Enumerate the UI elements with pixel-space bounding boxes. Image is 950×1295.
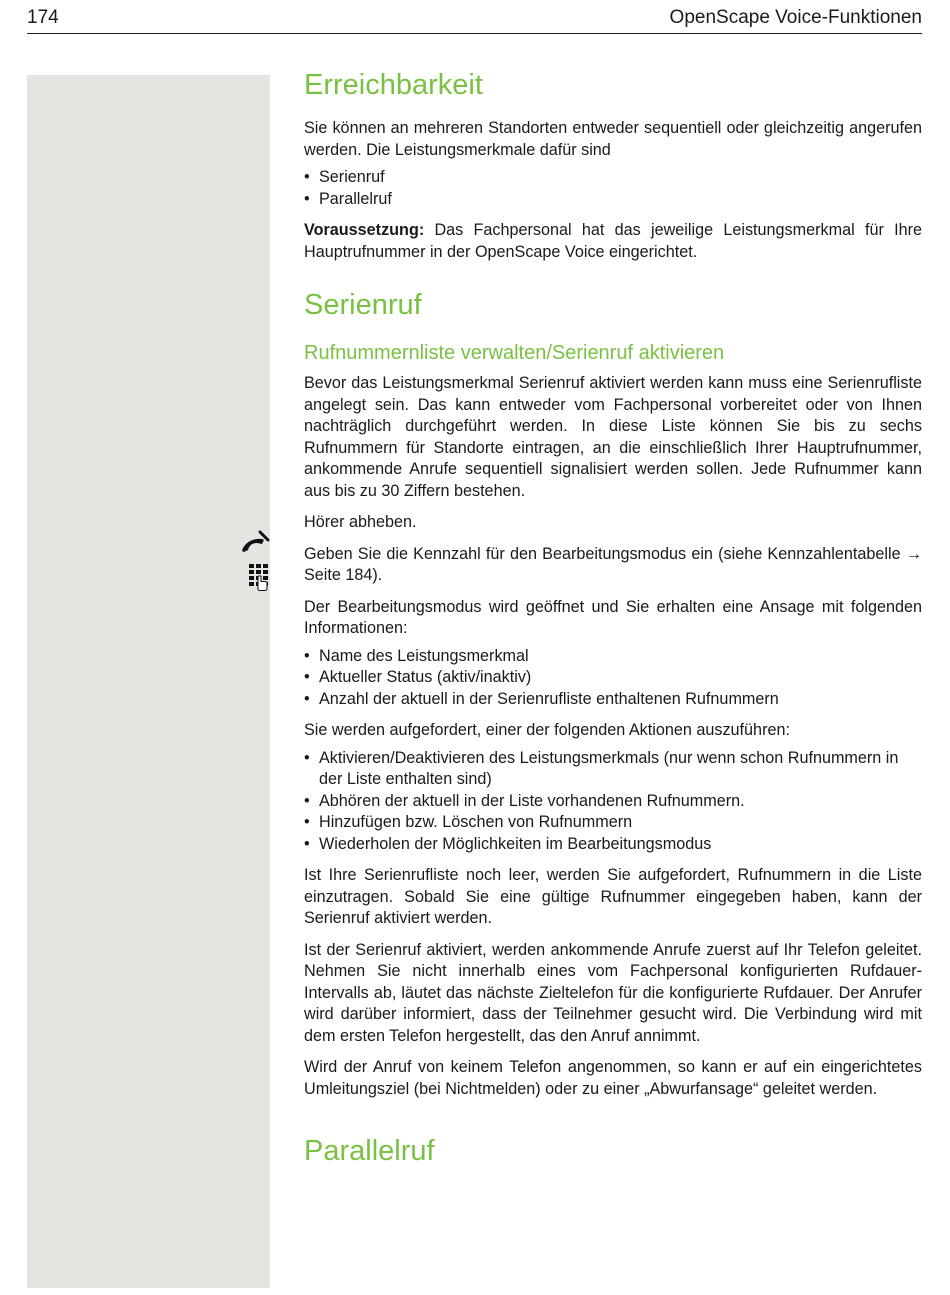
feature-list	[304, 167, 922, 210]
page-header	[27, 6, 922, 34]
section-title-serienruf: Serienruf	[304, 289, 422, 321]
step-lift-handset: Hörer abheben.	[304, 513, 417, 531]
paragraph: Wird der Anruf von keinem Telefon angenommen, so kann er auf ein eingerichtetes Umleitungsziel (bei Nichtmelden) oder zu einer „Abwurfansage“ geleitet werden.	[304, 1058, 922, 1098]
list-item: • Abhören der aktuell in der Liste vorhandenen Rufnummern.	[304, 791, 745, 810]
action-list	[304, 748, 922, 856]
subsection-title: Rufnummernliste verwalten/Serienruf aktivieren	[304, 342, 725, 364]
main-content	[304, 66, 922, 1170]
list-item: • Aktivieren/Deaktivieren des Leistungsmerkmals (nur wenn schon Rufnummern in der Liste enthalten sind)	[304, 748, 899, 788]
running-title: OpenScape Voice-Funktionen	[669, 7, 922, 28]
intro-paragraph: Sie können an mehreren Standorten entweder sequentiell oder gleichzeitig angerufen werden. Die Leistungsmerkmale dafür sind	[304, 119, 922, 159]
section-title-erreichbarkeit: Erreichbarkeit	[304, 69, 483, 101]
list-item: • Parallelruf	[304, 189, 392, 208]
paragraph: Der Bearbeitungsmodus wird geöffnet und Sie erhalten eine Ansage mit folgenden Informationen:	[304, 597, 922, 637]
list-item: • Serienruf	[304, 168, 385, 186]
section-title-parallelruf: Parallelruf	[304, 1135, 435, 1167]
list-item: • Hinzufügen bzw. Löschen von Rufnummern	[304, 813, 633, 831]
list-item: • Wiederholen der Möglichkeiten im Bearbeitungsmodus	[304, 834, 712, 853]
prerequisite-paragraph: Voraussetzung: Das Fachpersonal hat das jeweilige Leistungsmerkmal für Ihre Hauptrufnummer in der OpenScape Voice eingerichtet.	[304, 221, 922, 261]
prerequisite-label: Voraussetzung:	[304, 221, 425, 239]
paragraph: Ist der Serienruf aktiviert, werden ankommende Anrufe zuerst auf Ihr Telefon geleitet. Nehmen Sie nicht innerhalb eines vom Fachpersonal konfigurierten Rufdauer-Intervalls ab, läutet das nächste Zieltelefon für die konfigurierte Rufdauer. Der Anrufer wird darüber informiert, dass der Teilnehmer gesucht wird. Die Verbindung wird mit dem ersten Telefon hergestellt, das den Anruf annimmt.	[304, 940, 922, 1045]
announcement-info-list	[304, 646, 922, 711]
handset-lift-icon	[240, 530, 270, 554]
paragraph: Ist Ihre Serienrufliste noch leer, werden Sie aufgefordert, Rufnummern in die Liste einzutragen. Sobald Sie eine gültige Rufnummer eingegeben haben, kann der Serienruf aktiviert werden.	[304, 866, 922, 927]
list-item: • Aktueller Status (aktiv/inaktiv)	[304, 668, 532, 686]
list-item: • Anzahl der aktuell in der Serienrufliste enthaltenen Rufnummern	[304, 689, 779, 708]
paragraph: Bevor das Leistungsmerkmal Serienruf aktiviert werden kann muss eine Serienrufliste angelegt sein. Das kann entweder vom Fachpersonal vorbereitet oder von Ihnen nachträglich durchgeführt werden. In diese Liste können Sie bis zu sechs Rufnummern für Standorte eintragen, an die einschließlich Ihrer Hauptrufnummer, ankommende Anrufe sequentiell signalisiert werden sollen. Jede Rufnummer kann aus bis zu 30 Ziffern bestehen.	[304, 374, 922, 500]
margin-sidebar	[27, 75, 270, 1288]
page-number: 174	[27, 7, 59, 28]
step-enter-code: Geben Sie die Kennzahl für den Bearbeitungsmodus ein (siehe Kennzahlentabelle → Seite 184).	[304, 544, 922, 584]
keypad-dial-icon	[248, 563, 270, 591]
list-item: • Name des Leistungsmerkmal	[304, 646, 529, 665]
paragraph: Sie werden aufgefordert, einer der folgenden Aktionen auszuführen:	[304, 721, 790, 739]
